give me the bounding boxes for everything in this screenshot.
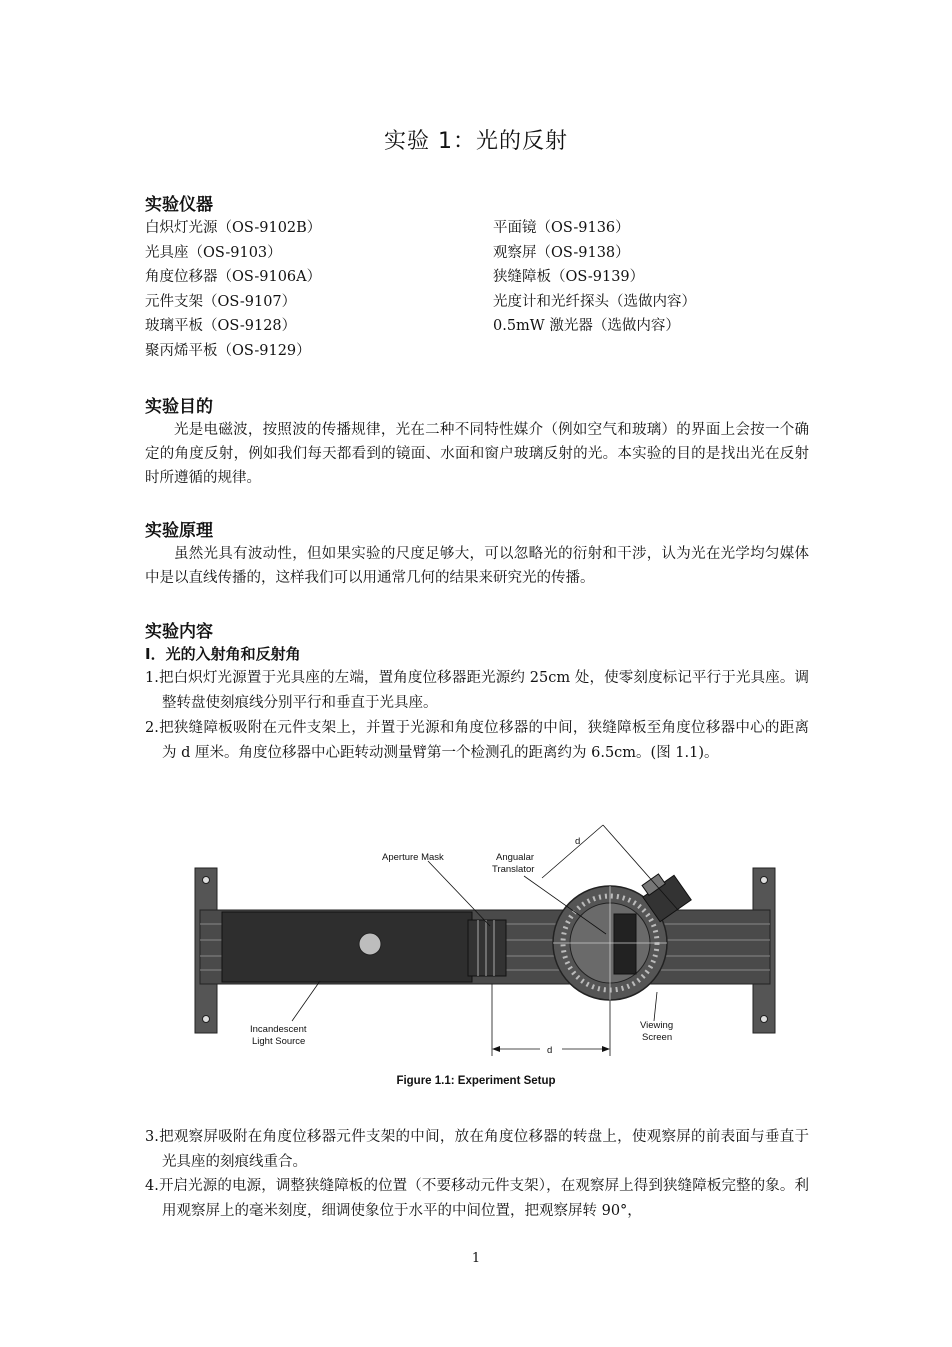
principle-paragraph: 虽然光具有波动性，但如果实验的尺度足够大，可以忽略光的衍射和干涉，认为光在光学均匀媒体中是以直线传播的，这样我们可以用通常几何的结果来研究光的传播。 (145, 546, 809, 586)
equipment-item: 光具座（OS-9103） (145, 244, 282, 261)
viewing-screen (614, 914, 636, 974)
equipment-item: 玻璃平板（OS-9128） (145, 318, 297, 335)
content-heading: 实验内容 (145, 622, 213, 642)
equipment-list-left (145, 216, 321, 364)
figure-caption: Figure 1.1: Experiment Setup (396, 1075, 556, 1087)
equipment-item: 角度位移器（OS-9106A） (145, 269, 322, 286)
equipment-item: 白炽灯光源（OS-9102B） (145, 220, 322, 236)
equipment-item: 0.5mW 激光器（选做内容） (493, 318, 680, 335)
step-item: 4.开启光源的电源，调整狭缝障板的位置（不要移动元件支架），在观察屏上得到狭缝障板完整的象。利用观察屏上的毫米刻度，细调使象位于水平的中间位置，把观察屏转 90°， (145, 1178, 809, 1219)
equipment-list-right (493, 216, 696, 339)
label-viewing-screen-1: Viewing (640, 1020, 674, 1031)
label-light-source-2: Light Source (252, 1036, 306, 1047)
content-subheading: I．光的入射角和反射角 (145, 645, 301, 663)
purpose-heading: 实验目的 (145, 397, 213, 417)
label-viewing-screen-2: Screen (642, 1032, 673, 1043)
label-angular-translator-2: Translator (492, 864, 535, 875)
experiment-setup-figure (170, 806, 790, 1096)
equipment-item: 光度计和光纤探头（选做内容） (493, 293, 696, 310)
principle-heading: 实验原理 (145, 521, 213, 541)
equipment-item: 平面镜（OS-9136） (493, 220, 630, 236)
equipment-item: 元件支架（OS-9107） (145, 293, 297, 310)
step-item: 3.把观察屏吸附在角度位移器元件支架的中间，放在角度位移器的转盘上，使观察屏的前表面与垂直于光具座的刻痕线重合。 (145, 1129, 809, 1170)
equipment-heading: 实验仪器 (145, 195, 213, 215)
step-item: 2.把狭缝障板吸附在元件支架上，并置于光源和角度位移器的中间，狭缝障板至角度位移器中心的距离为 d 厘米。角度位移器中心距转动测量臂第一个检测孔的距离约为 6.5cm。(图 1.1)。 (145, 720, 809, 761)
label-distance-d-top: d (575, 836, 581, 847)
label-angular-translator-1: Angualar (496, 852, 535, 863)
page-number: 1 (471, 1251, 481, 1266)
label-aperture-mask: Aperture Mask (382, 852, 444, 863)
label-light-source-1: Incandescent (250, 1024, 307, 1035)
page-title: 实验 1：光的反射 (384, 129, 568, 154)
equipment-item: 狭缝障板（OS-9139） (493, 269, 645, 286)
light-source-lamp (359, 933, 381, 955)
purpose-paragraph: 光是电磁波，按照波的传播规律，光在二种不同特性媒介（例如空气和玻璃）的界面上会按一个确定的角度反射，例如我们每天都看到的镜面、水面和窗户玻璃反射的光。本实验的目的是找出光在反射时所遵循的规律。 (145, 422, 809, 486)
aperture-mask (468, 920, 506, 976)
label-distance-d-bottom: d (547, 1045, 553, 1056)
equipment-item: 观察屏（OS-9138） (493, 244, 630, 261)
light-source-housing (222, 912, 472, 982)
step-item: 1.把白炽灯光源置于光具座的左端，置角度位移器距光源约 25cm 处，使零刻度标记平行于光具座。调整转盘使刻痕线分别平行和垂直于光具座。 (145, 670, 809, 711)
equipment-item: 聚丙烯平板（OS-9129） (145, 342, 311, 359)
experiment-setup-diagram (170, 806, 790, 1096)
